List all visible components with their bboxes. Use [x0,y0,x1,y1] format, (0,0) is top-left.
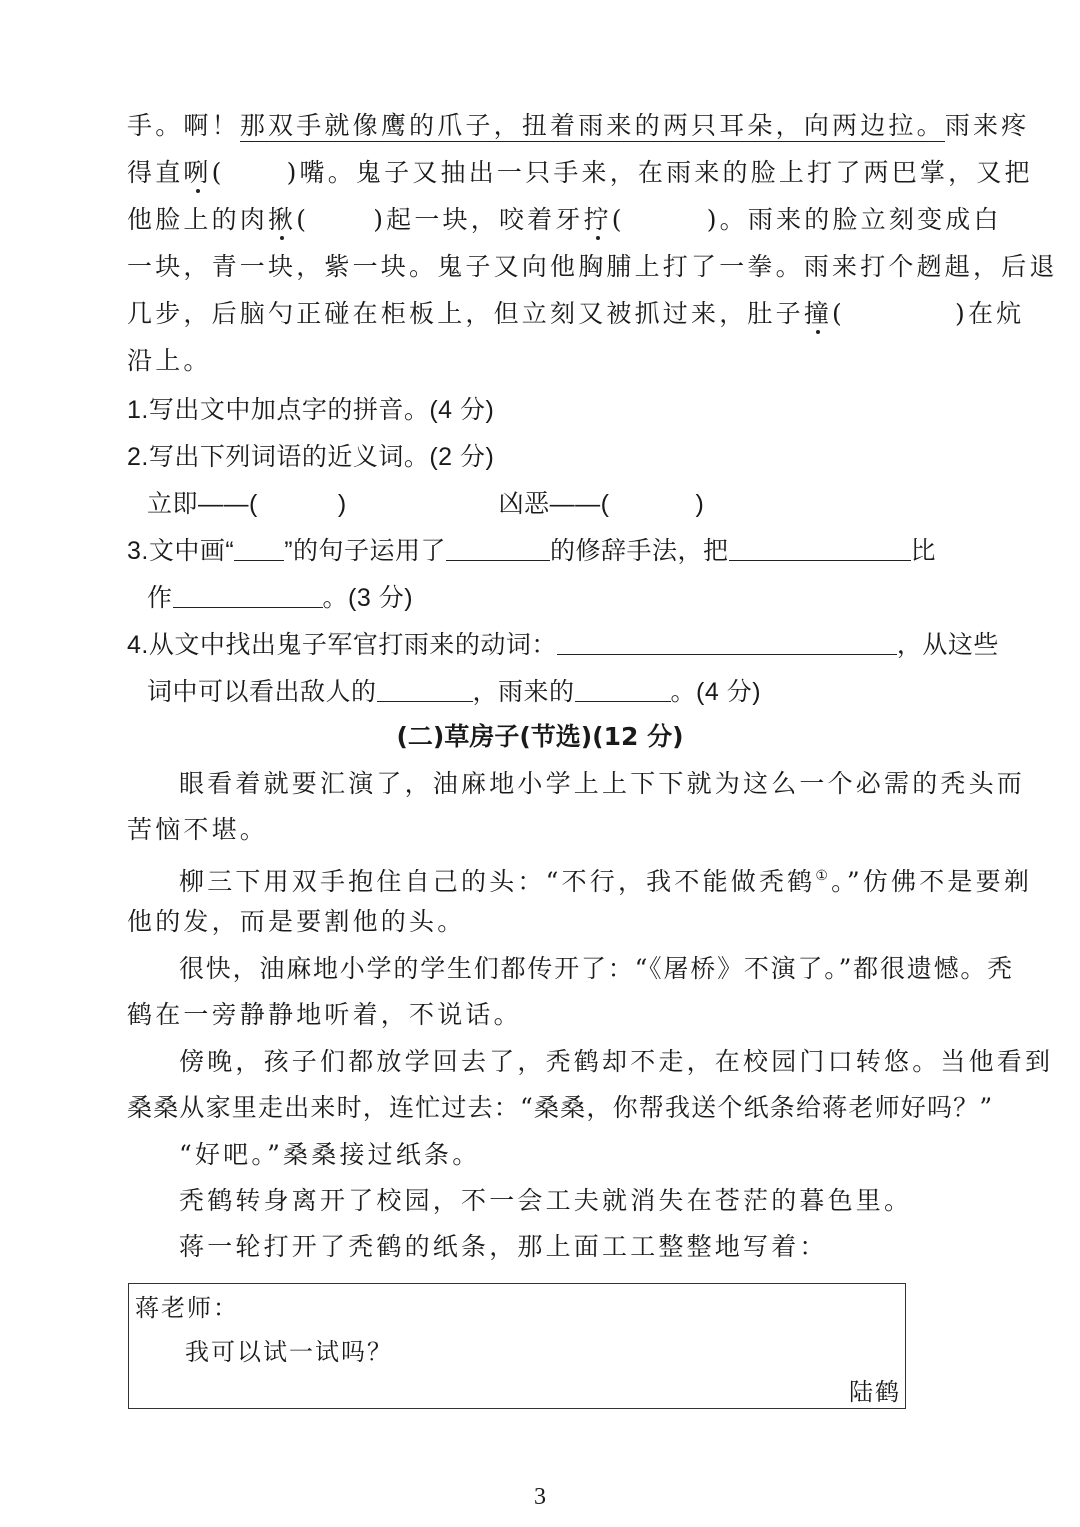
answer-blank[interactable] [234,536,284,561]
section2-p4-l1: 傍晚，孩子们都放学回去了，秃鹤却不走，在校园门口转悠。当他看到 [179,1047,1054,1076]
note-body: 我可以试一试吗？ [185,1338,393,1366]
note-greeting: 蒋老师： [135,1294,239,1322]
answer-blank[interactable] [446,536,550,561]
passage1-line-3: 他脸上的肉揪( )起一块，咬着牙拧( )。雨来的脸立刻变成白 [127,205,1002,234]
passage1-line-5: 几步，后脑勺正碰在柜板上，但立刻又被抓过来，肚子撞( )在炕 [127,299,1025,328]
section2-p7: 蒋一轮打开了秃鹤的纸条，那上面工工整整地写着： [179,1232,828,1261]
answer-blank[interactable] [173,583,323,608]
page-number: 3 [534,1484,546,1510]
dotted-char: 咧 [183,158,212,187]
section2-p5: “好吧。”桑桑接过纸条。 [179,1140,481,1169]
section2-p3-l2: 鹤在一旁静静地听着，不说话。 [127,1000,522,1029]
question-3-cont: 作 。(3 分) [147,584,414,612]
section2-p4-l2: 桑桑从家里走出来时，连忙过去：“桑桑，你帮我送个纸条给蒋老师好吗？” [127,1093,994,1122]
question-3: 3.文中画“ ”的句子运用了 的修辞手法，把 比 [127,537,937,565]
section2-p6: 秃鹤转身离开了校园，不一会工夫就消失在苍茫的暮色里。 [179,1186,913,1215]
note-box [128,1283,906,1409]
underlined-sentence: 那双手就像鹰的爪子，扭着雨来的两只耳朵，向两边拉。 [239,111,945,140]
question-4: 4.从文中找出鬼子军官打雨来的动词： ，从这些 [127,631,999,659]
section2-p3-l1: 很快，油麻地小学的学生们都传开了：“《屠桥》不演了。”都很遗憾。秃 [179,954,1014,983]
section2-p2-l1: 柳三下用双手抱住自己的头：“不行，我不能做秃鹤①。”仿佛不是要剃 [179,867,1033,896]
answer-blank[interactable] [575,677,671,702]
question-2-answers: 立即——( ) 凶恶——( ) [147,490,705,518]
passage1-line-2: 得直咧( )嘴。鬼子又抽出一只手来，在雨来的脸上打了两巴掌，又把 [127,158,1033,187]
section2-p2-l2: 他的发，而是要割他的头。 [127,907,466,936]
section2-p1-l1: 眼看着就要汇演了，油麻地小学上上下下就为这么一个必需的秃头而 [179,769,1026,798]
note-signature: 陆鹤 [849,1378,901,1406]
answer-blank[interactable] [557,630,897,655]
passage1-line-1: 手。啊！那双手就像鹰的爪子，扭着雨来的两只耳朵，向两边拉。雨来疼 [127,111,1030,140]
question-4-cont: 词中可以看出敌人的 ，雨来的 。(4 分) [147,678,762,706]
question-1: 1.写出文中加点字的拼音。(4 分) [127,396,495,424]
passage1-line-4: 一块，青一块，紫一块。鬼子又向他胸脯上打了一拳。雨来打个趔趄，后退 [127,252,1058,281]
answer-blank[interactable] [729,536,911,561]
section-title: (二)草房子(节选)(12 分) [396,722,684,751]
dotted-char: 拧 [583,205,612,234]
passage1-line-6: 沿上。 [127,346,212,375]
dotted-char: 揪 [268,205,297,234]
footnote-marker: ① [815,868,832,884]
question-2: 2.写出下列词语的近义词。(2 分) [127,443,495,471]
section2-p1-l2: 苦恼不堪。 [127,815,269,844]
dotted-char: 撞 [803,299,833,328]
answer-blank[interactable] [377,677,473,702]
